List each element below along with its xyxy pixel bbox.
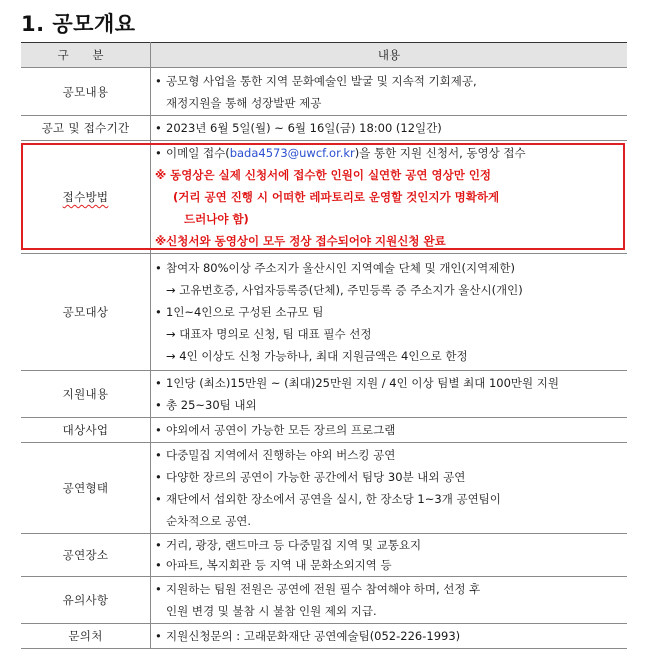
bullet-line: • 아파트, 복지회관 등 지역 내 문화소외지역 등	[155, 558, 392, 572]
row-content	[151, 116, 628, 141]
continuation-line: 인원 변경 및 불참 시 불참 인원 제외 지급.	[166, 604, 377, 618]
table-row	[21, 624, 627, 649]
row-label: 접수방법	[21, 141, 151, 254]
row-content	[151, 577, 628, 624]
table-row	[21, 254, 627, 371]
highlight-box	[21, 143, 625, 250]
bullet-line: • 1인당 (최소)15만원 ~ (최대)25만원 지원 / 4인 이상 팀별 최대 100만원 지원	[155, 376, 560, 390]
bullet-line: • 다양한 장르의 공연이 가능한 공간에서 팀당 30분 내외 공연	[155, 470, 466, 484]
video-note-detail: (거리 공연 진행 시 어떠한 레파토리로 운영할 것인지가 명확하게	[173, 190, 500, 204]
table-row	[21, 443, 627, 534]
row-label: 공연장소	[21, 534, 151, 577]
table-row	[21, 577, 627, 624]
row-content	[151, 534, 628, 577]
arrow-line: → 4인 이상도 신청 가능하나, 최대 지원금액은 4인으로 한정	[166, 349, 468, 363]
row-label: 지원내용	[21, 371, 151, 418]
header-category: 구 분	[21, 43, 151, 68]
arrow-line: → 대표자 명의로 신청, 팀 대표 필수 선정	[166, 327, 372, 341]
table-header-row	[21, 43, 627, 68]
row-content	[151, 371, 628, 418]
table-row	[21, 371, 627, 418]
bullet-line: • 이메일 접수(bada4573@uwcf.or.kr)을 통한 지원 신청서, 동영상 접수	[155, 146, 526, 160]
table-row	[21, 418, 627, 443]
continuation-line: 재정지원을 통해 성장발판 제공	[166, 95, 322, 110]
overview-table	[21, 42, 627, 649]
row-label: 공고 및 접수기간	[21, 116, 151, 141]
arrow-line: → 고유번호증, 사업자등록증(단체), 주민등록 증 주소지가 울산시(개인)	[166, 283, 523, 297]
row-label: 공연형태	[21, 443, 151, 534]
row-content	[151, 254, 628, 371]
row-label: 문의처	[21, 624, 151, 649]
row-content	[151, 68, 628, 116]
bullet-line: • 재단에서 섭외한 장소에서 공연을 실시, 한 장소당 1~3개 공연팀이	[155, 492, 501, 506]
row-content	[151, 418, 628, 443]
continuation-line: 순차적으로 공연.	[166, 514, 252, 528]
bullet-line: • 지원하는 팀원 전원은 공연에 전원 필수 참여해야 하며, 선정 후	[155, 582, 481, 596]
table-row	[21, 68, 627, 116]
header-content: 내용	[151, 43, 628, 68]
bullet-line: • 참여자 80%이상 주소지가 울산시인 지역예술 단체 및 개인(지역제한)	[155, 261, 515, 275]
bullet-line: • 총 25~30팀 내외	[155, 398, 257, 412]
video-note-detail-end: 드러나야 함)	[184, 212, 249, 226]
video-note: ※ 동영상은 실제 신청서에 접수한 인원이 실연한 공연 영상만 인정	[155, 168, 492, 182]
row-label: 유의사항	[21, 577, 151, 624]
bullet-line: • 1인~4인으로 구성된 소규모 팀	[155, 305, 324, 319]
row-label: 공모대상	[21, 254, 151, 371]
bullet-line: • 지원신청문의 : 고래문화재단 공연예술팀(052-226-1993)	[155, 629, 461, 643]
bullet-line: • 다중밀집 지역에서 진행하는 야외 버스킹 공연	[155, 448, 396, 462]
table-row	[21, 534, 627, 577]
table-row	[21, 116, 627, 141]
row-label: 대상사업	[21, 418, 151, 443]
email-address: bada4573@uwcf.or.kr	[229, 146, 355, 160]
section-title: 1. 공모개요	[21, 12, 136, 36]
row-content	[151, 443, 628, 534]
bullet-line: • 2023년 6월 5일(월) ~ 6월 16일(금) 18:00 (12일간)	[155, 121, 442, 135]
completion-note: ※신청서와 동영상이 모두 정상 접수되어야 지원신청 완료	[155, 234, 446, 248]
bullet-line: • 공모형 사업을 통한 지역 문화예술인 발굴 및 지속적 기회제공,	[155, 73, 477, 88]
bullet-line: • 거리, 광장, 랜드마크 등 다중밀집 지역 및 교통요지	[155, 538, 422, 552]
row-content	[151, 624, 628, 649]
row-label: 공모내용	[21, 68, 151, 116]
bullet-line: • 야외에서 공연이 가능한 모든 장르의 프로그램	[155, 423, 396, 437]
